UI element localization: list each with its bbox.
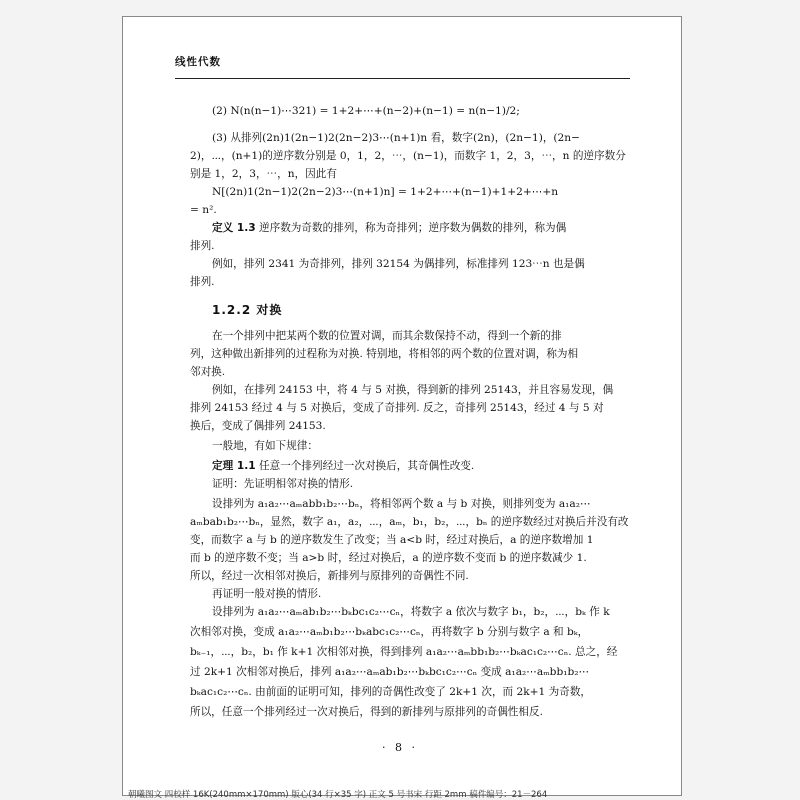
text-line: 变，而数字 a 与 b 的逆序数发生了改变；当 a<b 时，经过对换后，a 的逆序数增加 1 bbox=[190, 534, 594, 546]
text-line: 排列. bbox=[190, 240, 215, 252]
equation-line: N[(2n)1(2n−1)2(2n−2)3⋯(n+1)n] = 1+2+⋯+(n−1)+1+2+⋯+n bbox=[212, 186, 559, 198]
text-line: 所以，任意一个排列经过一次对换后，得到的新排列与原排列的奇偶性相反. bbox=[190, 706, 543, 718]
page-number: · 8 · bbox=[382, 741, 418, 754]
text-line: 列，这种做出新排列的过程称为对换. 特别地，将相邻的两个数的位置对调，称为相 bbox=[190, 348, 579, 360]
text-line: 过 2k+1 次相邻对换后，排列 a₁a₂⋯aₘab₁b₂⋯bₖbc₁c₂⋯cₙ 变成 a₁a₂⋯aₘbb₁b₂⋯ bbox=[190, 666, 590, 678]
text-line: 再证明一般对换的情形. bbox=[212, 588, 322, 600]
text-line: 例如，在排列 24153 中，将 4 与 5 对换，得到新的排列 25143，并且容易发现，偶 bbox=[212, 384, 614, 396]
text-line: (2) N(n(n−1)⋯321) = 1+2+⋯+(n−2)+(n−1) = n(n−1)/2; bbox=[212, 105, 520, 117]
definition-1-3 bbox=[212, 221, 630, 235]
text-line: aₘbab₁b₂⋯bₙ，显然，数字 a₁，a₂，⋯，aₘ，b₁，b₂，⋯，bₙ 的逆序数经过对换后并没有改 bbox=[190, 516, 629, 528]
text-line: 别是 1，2，3，⋯，n，因此有 bbox=[190, 168, 337, 180]
text-line: 一般地，有如下规律： bbox=[212, 440, 318, 452]
text-line: 换后，变成了偶排列 24153. bbox=[190, 420, 326, 432]
text-line: 例如，排列 2341 为奇排列，排列 32154 为偶排列，标准排列 123⋯n 也是偶 bbox=[212, 258, 585, 270]
text-line: 在一个排列中把某两个数的位置对调，而其余数保持不动，得到一个新的排 bbox=[212, 330, 562, 342]
text-line: 设排列为 a₁a₂⋯aₘabb₁b₂⋯bₙ，将相邻两个数 a 与 b 对换，则排列变为 a₁a₂⋯ bbox=[212, 498, 591, 510]
print-footer: 朝曦图文 四校样 16K(240mm×170mm) 版心(34 行×35 字) 正文 5 号书宋 行距 2mm 稿件编号：21－264 bbox=[128, 790, 548, 800]
text-line: 而 b 的逆序数不变；当 a>b 时，经过对换后，a 的逆序数不变而 b 的逆序数减少 1. bbox=[190, 552, 587, 564]
text-line: 邻对换. bbox=[190, 366, 226, 378]
header-rule bbox=[175, 78, 630, 79]
definition-label: 定义 1.3 bbox=[212, 222, 256, 234]
definition-text: 逆序数为奇数的排列，称为奇排列；逆序数为偶数的排列，称为偶 bbox=[259, 222, 567, 234]
text-line: 排列. bbox=[190, 276, 215, 288]
theorem-text: 任意一个排列经过一次对换后，其奇偶性改变. bbox=[259, 460, 475, 472]
text-line: 次相邻对换，变成 a₁a₂⋯aₘb₁b₂⋯bₖabc₁c₂⋯cₙ，再将数字 b 分别与数字 a 和 bₖ， bbox=[190, 626, 589, 638]
theorem-label: 定理 1.1 bbox=[212, 460, 256, 472]
text-line: 所以，经过一次相邻对换后，新排列与原排列的奇偶性不同. bbox=[190, 570, 469, 582]
text-line: bₖ₋₁，⋯，b₂，b₁ 作 k+1 次相邻对换，得到排列 a₁a₂⋯aₘbb₁b₂⋯bₖac₁c₂⋯cₙ. 总之，经 bbox=[190, 646, 618, 658]
text-line: 2)，⋯，(n+1)的逆序数分别是 0，1，2，⋯，(n−1)，而数字 1，2，3，⋯，n 的逆序数分 bbox=[190, 150, 626, 162]
text-line: bₖac₁c₂⋯cₙ. 由前面的证明可知，排列的奇偶性改变了 2k+1 次，而 2k+1 为奇数， bbox=[190, 686, 592, 698]
text-line: (3) 从排列(2n)1(2n−1)2(2n−2)3⋯(n+1)n 看，数字(2n)，(2n−1)，(2n− bbox=[212, 132, 580, 144]
text-line: 设排列为 a₁a₂⋯aₘab₁b₂⋯bₖbc₁c₂⋯cₙ，将数字 a 依次与数字 b₁，b₂，⋯，bₖ 作 k bbox=[212, 606, 610, 618]
running-header: 线性代数 bbox=[175, 56, 221, 68]
section-heading: 1.2.2 对换 bbox=[212, 303, 283, 317]
proof-line: 证明：先证明相邻对换的情形. bbox=[212, 478, 354, 490]
equation-line: = n². bbox=[190, 204, 217, 216]
theorem-1-1 bbox=[212, 459, 630, 473]
text-line: 排列 24153 经过 4 与 5 对换后，变成了奇排列. 反之，奇排列 25143，经过 4 与 5 对 bbox=[190, 402, 604, 414]
